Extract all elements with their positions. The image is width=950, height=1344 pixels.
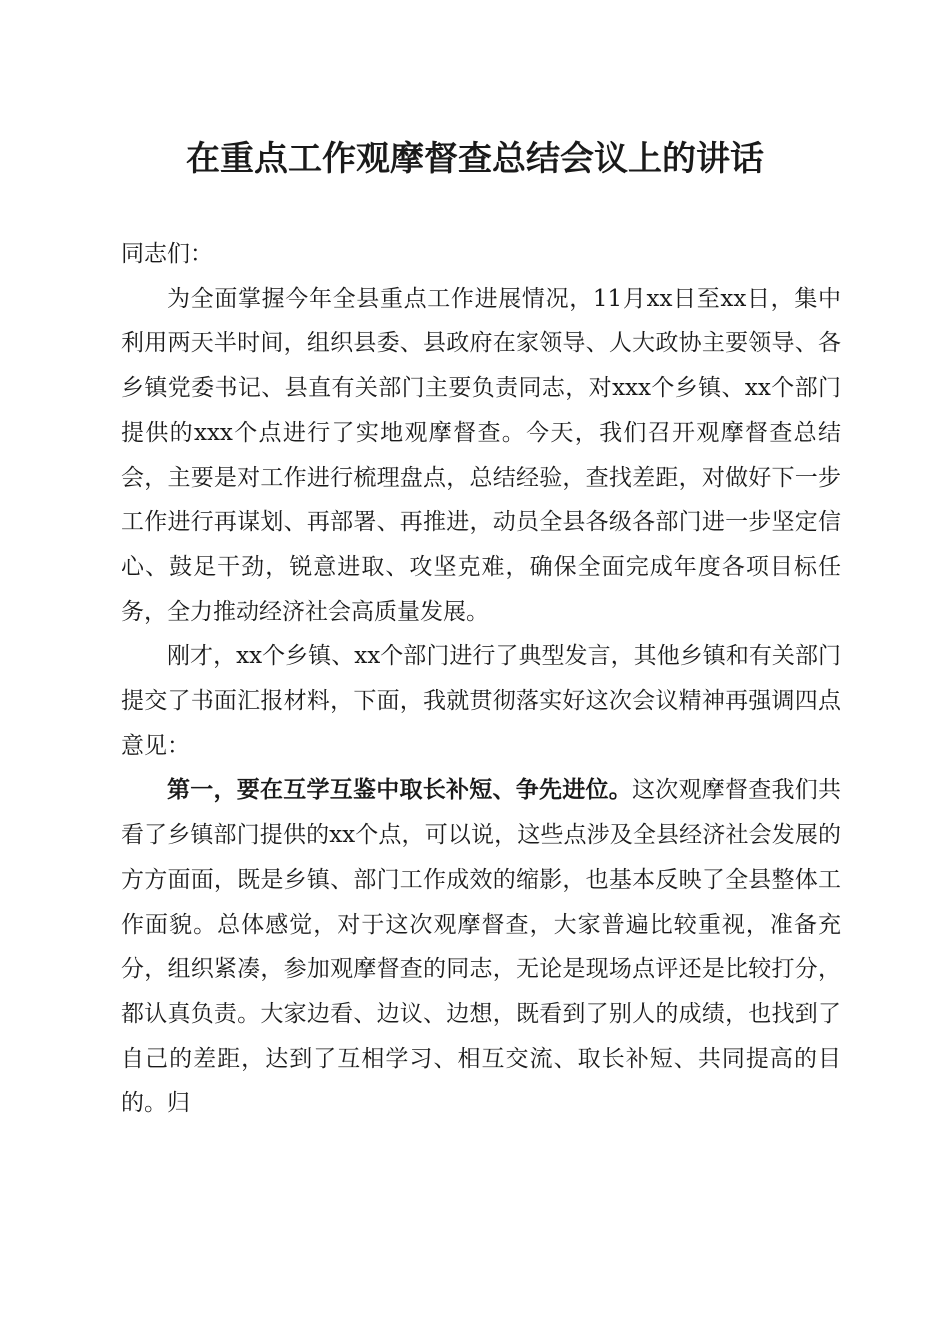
paragraph-lead-heading: 第一，要在互学互鉴中取长补短、争先进位。 xyxy=(167,776,632,804)
paragraph-text: 为全面掌握今年全县重点工作进展情况，11月xx日至xx日，集中利用两天半时间，组织县委、县政府在家领导、人大政协主要领导、各乡镇党委书记、县直有关部门主要负责同志，对xxx个乡镇、xx个部门提供的xxx个点进行了实地观摩督查。今天，我们召开观摩督查总结会，主要是对工作进行梳理盘点，总结经验，查找差距，对做好下一步工作进行再谋划、再部署、再推进，动员全县各级各部门进一步坚定信心、鼓足干劲，锐意进取、攻坚克难，确保全面完成年度各项目标任务，全力推动经济社会高质量发展。 xyxy=(121,285,841,625)
paragraph-text: 这次观摩督查我们共看了乡镇部门提供的xx个点，可以说，这些点涉及全县经济社会发展的方方面面，既是乡镇、部门工作成效的缩影，也基本反映了全县整体工作面貌。总体感觉，对于这次观摩督查，大家普遍比较重视，准备充分，组织紧凑，参加观摩督查的同志，无论是现场点评还是比较打分，都认真负责。大家边看、边议、边想，既看到了别人的成绩，也找到了自己的差距，达到了互相学习、相互交流、取长补短、共同提高的目的。归 xyxy=(121,777,841,1117)
document-title: 在重点工作观摩督查总结会议上的讲话 xyxy=(186,139,764,179)
paragraph-point-one xyxy=(121,768,841,1126)
paragraph-intro xyxy=(121,277,841,635)
salutation: 同志们： xyxy=(121,241,213,267)
document-body xyxy=(121,232,841,1126)
paragraph-text: 刚才，xx个乡镇、xx个部门进行了典型发言，其他乡镇和有关部门提交了书面汇报材料，下面，我就贯彻落实好这次会议精神再强调四点意见： xyxy=(121,643,841,759)
paragraph-transition xyxy=(121,634,841,768)
